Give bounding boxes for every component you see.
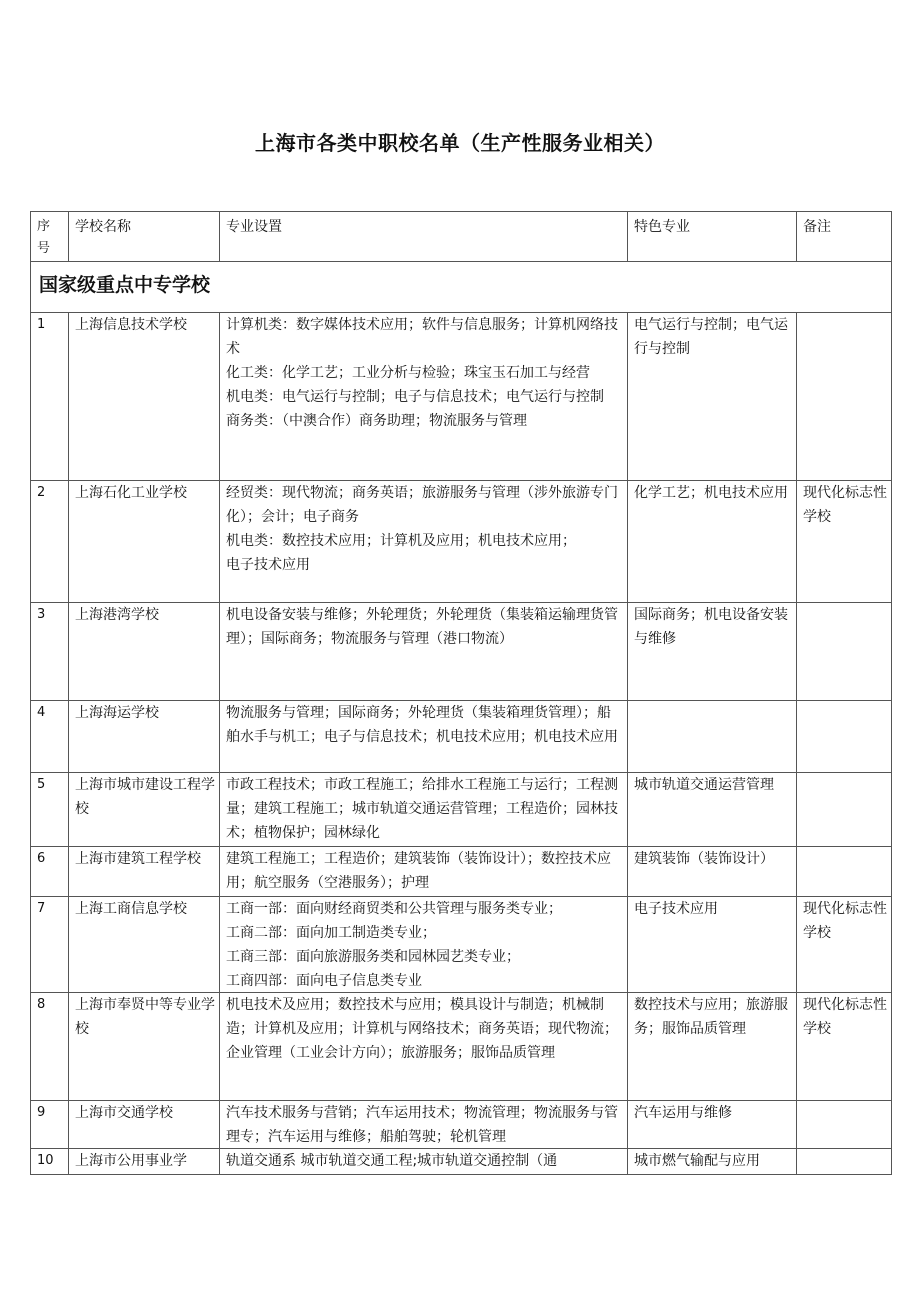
majors-content <box>226 1149 623 1173</box>
table-row <box>31 313 892 481</box>
table-row <box>31 897 892 993</box>
majors-cell <box>220 773 628 847</box>
header-row <box>31 212 892 262</box>
major-line: 机电设备安装与维修；外轮理货；外轮理货（集装箱运输理货管理）；国际商务；物流服务与管理（港口物流） <box>226 607 618 647</box>
majors-content <box>226 481 623 577</box>
remarks <box>797 1149 892 1175</box>
major-line: 工商四部：面向电子信息类专业 <box>226 973 422 989</box>
featured-majors: 电子技术应用 <box>628 897 797 993</box>
major-line: 物流服务与管理；国际商务；外轮理货（集装箱理货管理）；船舶水手与机工；电子与信息技术；机电技术应用；机电技术应用 <box>226 705 618 745</box>
featured-majors: 城市燃气输配与应用 <box>628 1149 797 1175</box>
remarks: 现代化标志性学校 <box>797 897 892 993</box>
row-no: 9 <box>31 1101 69 1149</box>
featured-majors <box>628 701 797 773</box>
remarks <box>797 603 892 701</box>
row-no: 8 <box>31 993 69 1101</box>
school-name: 上海市交通学校 <box>69 1101 220 1149</box>
featured-majors: 数控技术与应用；旅游服务；服饰品质管理 <box>628 993 797 1101</box>
remarks <box>797 313 892 481</box>
school-name: 上海港湾学校 <box>69 603 220 701</box>
featured-majors: 国际商务；机电设备安装与维修 <box>628 603 797 701</box>
document-title: 上海市各类中职校名单（生产性服务业相关） <box>255 131 665 155</box>
table-row <box>31 603 892 701</box>
remarks <box>797 773 892 847</box>
section-row <box>31 262 892 313</box>
major-line: 化工类：化学工艺；工业分析与检验；珠宝玉石加工与经营 <box>226 365 590 381</box>
majors-cell <box>220 1101 628 1149</box>
school-name: 上海市奉贤中等专业学校 <box>69 993 220 1101</box>
major-line: 机电类：电气运行与控制；电子与信息技术；电气运行与控制 <box>226 389 604 405</box>
featured-majors: 汽车运用与维修 <box>628 1101 797 1149</box>
table-row <box>31 773 892 847</box>
major-line: 机电类：数控技术应用；计算机及应用；机电技术应用； <box>226 533 576 549</box>
table-row <box>31 1101 892 1149</box>
section-title: 国家级重点中专学校 <box>31 262 892 313</box>
majors-cell <box>220 847 628 897</box>
table-row <box>31 1149 892 1175</box>
major-line: 汽车技术服务与营销；汽车运用技术；物流管理；物流服务与管理专；汽车运用与维修；船舶驾驶；轮机管理 <box>226 1105 618 1145</box>
row-no: 6 <box>31 847 69 897</box>
major-line: 工商二部：面向加工制造类专业； <box>226 925 436 941</box>
majors-cell <box>220 603 628 701</box>
schools-table <box>30 211 892 1175</box>
majors-cell <box>220 313 628 481</box>
remarks <box>797 1101 892 1149</box>
header-featured: 特色专业 <box>628 212 797 262</box>
majors-cell <box>220 701 628 773</box>
row-no: 5 <box>31 773 69 847</box>
major-line: 工商三部：面向旅游服务类和园林园艺类专业； <box>226 949 520 965</box>
major-line: 市政工程技术；市政工程施工；给排水工程施工与运行；工程测量；建筑工程施工；城市轨道交通运营管理；工程造价；园林技术；植物保护；园林绿化 <box>226 777 618 841</box>
major-line: 工商一部：面向财经商贸类和公共管理与服务类专业； <box>226 901 562 917</box>
remarks <box>797 847 892 897</box>
majors-content <box>226 1101 623 1147</box>
row-no: 3 <box>31 603 69 701</box>
table-row <box>31 847 892 897</box>
major-line: 机电技术及应用；数控技术与应用；模具设计与制造；机械制造；计算机及应用；计算机与网络技术；商务英语；现代物流；企业管理（工业会计方向）；旅游服务；服饰品质管理 <box>226 997 618 1061</box>
major-line: 经贸类：现代物流；商务英语；旅游服务与管理（涉外旅游专门化）；会计；电子商务 <box>226 485 618 525</box>
table-row <box>31 481 892 603</box>
majors-cell <box>220 897 628 993</box>
school-name: 上海信息技术学校 <box>69 313 220 481</box>
majors-content <box>226 313 623 433</box>
header-majors: 专业设置 <box>220 212 628 262</box>
remarks <box>797 701 892 773</box>
major-line: 电子技术应用 <box>226 557 310 573</box>
featured-majors: 城市轨道交通运营管理 <box>628 773 797 847</box>
row-no: 1 <box>31 313 69 481</box>
featured-majors: 化学工艺；机电技术应用 <box>628 481 797 603</box>
major-line: 建筑工程施工；工程造价；建筑装饰（装饰设计）；数控技术应用；航空服务（空港服务）；护理 <box>226 851 611 891</box>
header-remarks: 备注 <box>797 212 892 262</box>
majors-content <box>226 701 623 749</box>
majors-cell <box>220 481 628 603</box>
majors-cell <box>220 993 628 1101</box>
school-name: 上海石化工业学校 <box>69 481 220 603</box>
majors-content <box>226 773 623 845</box>
majors-content <box>226 603 623 651</box>
majors-content <box>226 897 623 991</box>
featured-majors: 建筑装饰（装饰设计） <box>628 847 797 897</box>
table-row <box>31 993 892 1101</box>
row-no: 10 <box>31 1149 69 1175</box>
school-name: 上海市城市建设工程学校 <box>69 773 220 847</box>
school-name: 上海工商信息学校 <box>69 897 220 993</box>
major-line: 商务类：（中澳合作）商务助理；物流服务与管理 <box>226 413 527 429</box>
school-name: 上海海运学校 <box>69 701 220 773</box>
header-no <box>31 212 69 262</box>
remarks: 现代化标志性学校 <box>797 481 892 603</box>
majors-content <box>226 847 623 895</box>
school-name: 上海市建筑工程学校 <box>69 847 220 897</box>
major-line: 轨道交通系 城市轨道交通工程;城市轨道交通控制（通 <box>226 1153 558 1169</box>
major-line: 计算机类：数字媒体技术应用；软件与信息服务；计算机网络技术 <box>226 317 618 357</box>
header-no-line2: 号 <box>37 241 51 256</box>
majors-cell <box>220 1149 628 1175</box>
remarks: 现代化标志性学校 <box>797 993 892 1101</box>
row-no: 2 <box>31 481 69 603</box>
header-school: 学校名称 <box>69 212 220 262</box>
header-no-line1: 序 <box>37 219 51 234</box>
row-no: 7 <box>31 897 69 993</box>
majors-content <box>226 993 623 1065</box>
row-no: 4 <box>31 701 69 773</box>
school-name: 上海市公用事业学 <box>69 1149 220 1175</box>
table-row <box>31 701 892 773</box>
featured-majors: 电气运行与控制；电气运行与控制 <box>628 313 797 481</box>
